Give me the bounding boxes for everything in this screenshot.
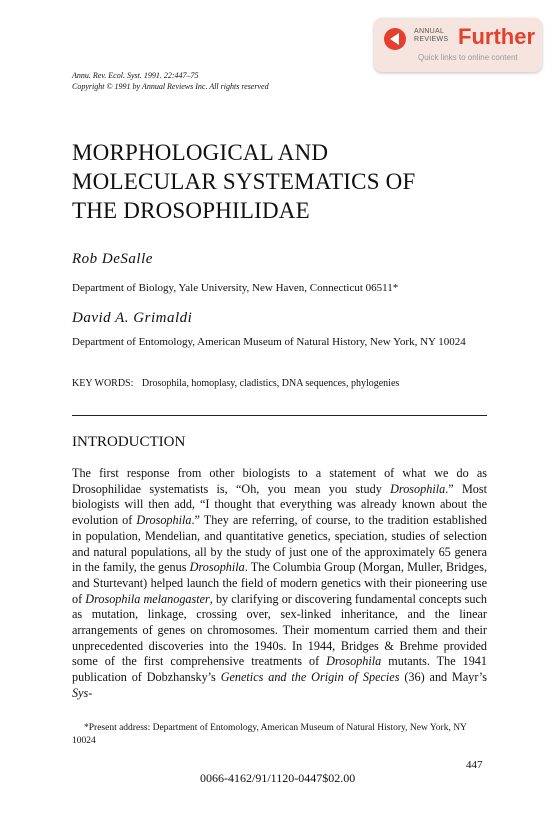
author-affiliation: Department of Entomology, American Museum of Natural History, New York, NY 10024 bbox=[72, 336, 466, 348]
section-divider bbox=[72, 415, 487, 416]
badge-brand-line2: REVIEWS bbox=[414, 36, 449, 43]
citation bbox=[72, 70, 269, 92]
badge-further-word: Further bbox=[458, 24, 535, 49]
title-line-2: MOLECULAR SYSTEMATICS OF bbox=[72, 169, 416, 194]
title-line-1: MORPHOLOGICAL AND bbox=[72, 140, 329, 165]
article-title bbox=[72, 138, 492, 225]
author-name: Rob DeSalle bbox=[72, 251, 153, 267]
badge-brand bbox=[414, 28, 448, 44]
body-italic-run: Drosophila bbox=[390, 481, 446, 496]
body-text-run: mutants. The 1941 publication of Dobzhansky’s bbox=[72, 654, 487, 685]
author-affiliation: Department of Biology, Yale University, New Haven, Connecticut 06511* bbox=[72, 282, 399, 294]
body-paragraph bbox=[72, 466, 487, 702]
body-italic-run: Genetics and the Origin of Species bbox=[220, 670, 400, 685]
title-line-3: THE DROSOPHILIDAE bbox=[72, 198, 310, 223]
keywords-label: KEY WORDS: bbox=[72, 378, 134, 389]
body-italic-run: Drosophila melanogaster bbox=[85, 591, 210, 606]
body-text-run: . The Columbia Group (Morgan, Muller, Bridges, and Sturtevant) helped launch the field of modern genetics with their pioneering use of bbox=[72, 560, 487, 606]
body-text-run: The first response from other biologists to a statement of what we do as Drosophilidae systematists is, “Oh, you mean you study bbox=[72, 466, 487, 496]
citation-line-1: Annu. Rev. Ecol. Syst. 1991. 22:447–75 bbox=[72, 71, 199, 80]
speaker-icon bbox=[384, 28, 406, 50]
section-heading: INTRODUCTION bbox=[72, 434, 186, 450]
further-links-badge[interactable] bbox=[374, 18, 542, 72]
body-italic-run: Drosophila bbox=[189, 560, 245, 575]
body-italic-run: Sys- bbox=[72, 685, 93, 700]
keywords bbox=[72, 378, 399, 389]
footnote: *Present address: Department of Entomology, American Museum of Natural History, New York, NY 10024 bbox=[72, 723, 467, 746]
body-text-run: (36) and Mayr’s bbox=[399, 670, 488, 685]
author-name: David A. Grimaldi bbox=[72, 310, 193, 326]
badge-tagline: Quick links to online content bbox=[418, 53, 518, 62]
body-text-run: .” They are referring, of course, to the tradition established in population, Mendelian, and quantitative genetics, speciation, studies of selection and natural populations, all by the study of just one of the approximately 65 genera in the family, the genus bbox=[72, 513, 487, 575]
body-italic-run: Drosophila bbox=[136, 513, 192, 528]
body-italic-run: Drosophila bbox=[326, 654, 382, 669]
badge-brand-line1: ANNUAL bbox=[414, 28, 445, 35]
body-text-run: .” Most biologists will then add, “I thought that everything was already known about the evolution of bbox=[72, 481, 488, 528]
body-text-run: , by clarifying or discovering fundamental concepts such as mutation, linkage, crossing over, sex-linked inheritance, and the linear arrangements of genes on chromosomes. Their momentum carried them and their unprecedented discoveries into the 1940s. In 1944, Bridges & Brehme provided some of the first comprehensive treatments of bbox=[72, 591, 488, 669]
citation-line-2: Copyright © 1991 by Annual Reviews Inc. All rights reserved bbox=[72, 82, 269, 91]
keywords-text: Drosophila, homoplasy, cladistics, DNA sequences, phylogenies bbox=[141, 378, 400, 389]
article-code: 0066-4162/91/1120-0447$02.00 bbox=[200, 771, 356, 785]
page-number: 447 bbox=[466, 759, 483, 771]
